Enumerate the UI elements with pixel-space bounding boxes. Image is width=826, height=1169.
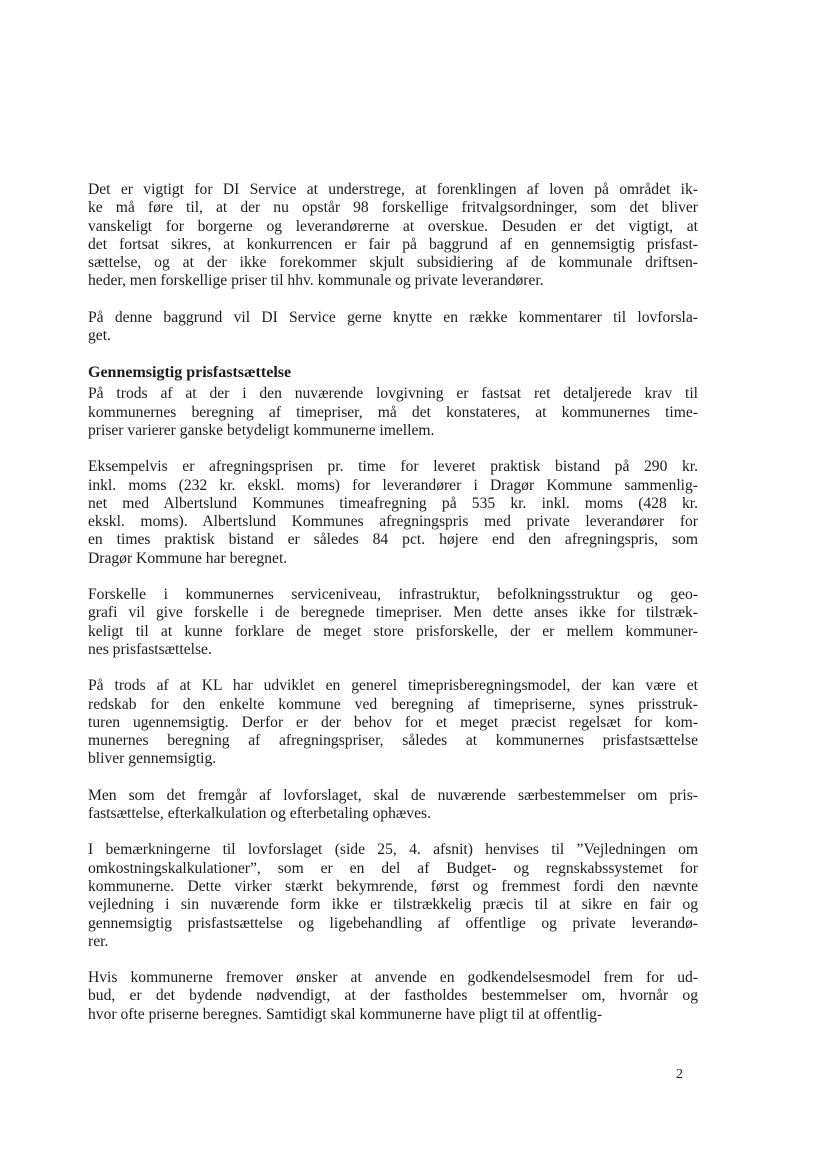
text-line: kommunernes beregning af timepriser, må det konstateres, at kommunernes time- — [88, 403, 698, 421]
text-line: fastsættelse, efterkalkulation og efterbetaling ophæves. — [88, 805, 431, 823]
text-line: omkostningskalkulationer”, som er en del af Budget- og regnskabssystemet for — [88, 859, 698, 877]
text-line: nes prisfastsættelse. — [88, 640, 212, 658]
text-line: rer. — [88, 932, 109, 950]
text-line: heder, men forskellige priser til hhv. kommunale og private leverandører. — [88, 272, 544, 290]
text-line: sættelse, og at der ikke forekommer skjult subsidiering af de kommunale driftsen- — [88, 254, 698, 272]
text-line: På trods af at KL har udviklet en generel timeprisberegningsmodel, der kan være et — [88, 677, 698, 695]
text-line: redskab for den enkelte kommune ved beregning af timepriserne, synes prisstruk- — [88, 695, 698, 713]
text-line: Hvis kommunerne fremover ønsker at anvende en godkendelsesmodel frem for ud- — [88, 969, 698, 987]
text-line: Dragør Kommune har beregnet. — [88, 549, 288, 567]
text-line: vejledning i sin nuværende form ikke er tilstrækkelig præcis til at sikre en fair og — [88, 896, 698, 914]
paragraph — [88, 586, 698, 659]
text-line: Eksempelvis er afregningsprisen pr. time for leveret praktisk bistand på 290 kr. — [88, 458, 698, 476]
paragraph — [88, 677, 698, 768]
paragraph — [88, 841, 698, 951]
paragraph — [88, 181, 698, 291]
text-line: ke må føre til, at der nu opstår 98 forskellige fritvalgsordninger, som det bliver — [88, 199, 698, 217]
text-line: grafi vil give forskelle i de beregnede timepriser. Men dette anses ikke for tilstræk- — [88, 604, 698, 622]
paragraph — [88, 969, 698, 1024]
page-number: 2 — [676, 1067, 683, 1082]
text-line: Forskelle i kommunernes serviceniveau, infrastruktur, befolkningsstruktur og geo- — [88, 586, 698, 604]
text-line: Det er vigtigt for DI Service at understrege, at forenklingen af loven på området ik- — [88, 181, 698, 198]
paragraph — [88, 787, 698, 824]
document-body — [88, 181, 698, 1042]
text-line: ekskl. moms). Albertslund Kommunes afregningspris med private leverandører for — [88, 513, 698, 531]
section-heading: Gennemsigtig prisfastsættelse — [88, 364, 292, 382]
text-line: kommunerne. Dette virker stærkt bekymrende, først og fremmest fordi den nævnte — [88, 877, 698, 895]
text-line: bud, er det bydende nødvendigt, at der fastholdes bestemmelser om, hvornår og — [88, 987, 698, 1005]
text-line: inkl. moms (232 kr. ekskl. moms) for leverandører i Dragør Kommune sammenlig- — [88, 476, 698, 494]
text-line: munernes beregning af afregningspriser, således at kommunernes prisfastsættelse — [88, 732, 698, 750]
paragraph — [88, 458, 698, 568]
text-line: turen ugennemsigtig. Derfor er der behov for et meget præcist regelsæt for kom- — [88, 713, 698, 731]
text-line: vanskeligt for borgerne og leverandørerne at overskue. Desuden er det vigtigt, at — [88, 217, 698, 235]
text-line: net med Albertslund Kommunes timeafregning på 535 kr. inkl. moms (428 kr. — [88, 494, 698, 512]
text-line: hvor ofte priserne beregnes. Samtidigt skal kommunerne have pligt til at offentlig- — [88, 1005, 603, 1023]
text-line: det fortsat sikres, at konkurrencen er fair på baggrund af en gennemsigtig prisfast- — [88, 235, 698, 253]
paragraph — [88, 385, 698, 440]
text-line: en times praktisk bistand er således 84 pct. højere end den afregningspris, som — [88, 531, 698, 549]
text-line: gennemsigtig prisfastsættelse og ligebehandling af offentlige og private leverandø- — [88, 914, 698, 932]
text-line: På denne baggrund vil DI Service gerne knytte en række kommentarer til lovforsla- — [88, 308, 698, 326]
text-line: bliver gennemsigtig. — [88, 750, 217, 768]
text-line: Men som det fremgår af lovforslaget, skal de nuværende særbestemmelser om pris- — [88, 786, 698, 804]
text-line: keligt til at kunne forklare de meget store prisforskelle, der er mellem kommuner- — [88, 622, 698, 640]
text-line: På trods af at der i den nuværende lovgivning er fastsat ret detaljerede krav til — [88, 385, 698, 403]
paragraph — [88, 309, 698, 346]
text-line: get. — [88, 327, 111, 345]
text-line: priser varierer ganske betydeligt kommunerne imellem. — [88, 421, 435, 439]
text-line: I bemærkningerne til lovforslaget (side 25, 4. afsnit) henvises til ”Vejledningen om — [88, 841, 698, 859]
